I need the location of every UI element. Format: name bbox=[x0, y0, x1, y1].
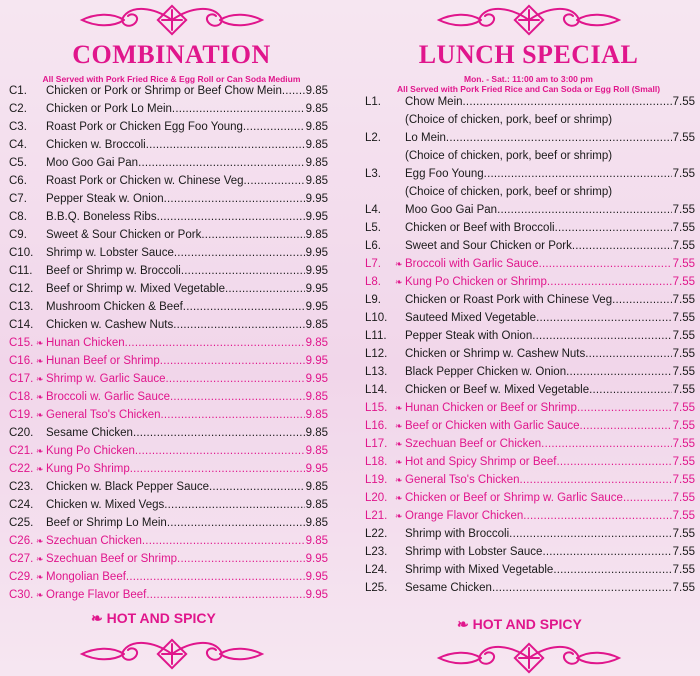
menu-item bbox=[365, 453, 695, 471]
menu-item bbox=[365, 255, 695, 273]
item-choice-note: (Choice of chicken, pork, beef or shrimp) bbox=[405, 150, 613, 162]
item-price: 9.95 bbox=[305, 373, 328, 385]
spacer bbox=[36, 226, 46, 244]
item-name: Kung Po Chicken or Shrimp ..... bbox=[405, 273, 672, 291]
lunch-list bbox=[365, 93, 695, 597]
item-name: Mushroom Chicken & Beef ..... bbox=[46, 298, 305, 316]
menu-item bbox=[9, 514, 328, 532]
menu-item bbox=[9, 478, 328, 496]
item-name: Mongolian Beef ..... bbox=[46, 568, 305, 586]
item-code: C26. bbox=[9, 535, 34, 547]
item-name: Szechuan Beef or Shrimp ..... bbox=[46, 550, 305, 568]
menu-item bbox=[9, 298, 328, 316]
menu-item bbox=[365, 543, 695, 561]
menu-item bbox=[365, 291, 695, 309]
item-price: 9.95 bbox=[305, 193, 328, 205]
item-price: 7.55 bbox=[672, 402, 695, 414]
item-code: L4. bbox=[365, 204, 381, 216]
item-name: Pepper Steak w. Onion ..... bbox=[46, 190, 305, 208]
combination-list bbox=[9, 82, 328, 604]
item-price: 7.55 bbox=[672, 546, 695, 558]
spacer bbox=[36, 208, 46, 226]
item-price: 7.55 bbox=[672, 312, 695, 324]
item-code: C17. bbox=[9, 373, 34, 385]
ornament-bottom-icon bbox=[72, 636, 272, 672]
item-price: 7.55 bbox=[672, 492, 695, 504]
chili-icon: ❧ bbox=[36, 410, 44, 420]
item-code: L21. bbox=[365, 510, 388, 522]
item-name: Roast Pork or Chicken w. Chinese Veg ..... bbox=[46, 172, 305, 190]
item-price: 9.95 bbox=[305, 283, 328, 295]
item-code: L7. bbox=[365, 258, 381, 270]
spacer bbox=[36, 478, 46, 496]
item-price: 9.85 bbox=[305, 517, 328, 529]
item-price: 7.55 bbox=[672, 528, 695, 540]
spacer bbox=[395, 543, 405, 561]
item-price: 9.85 bbox=[305, 427, 328, 439]
menu-item bbox=[9, 118, 328, 136]
item-code: C7. bbox=[9, 193, 27, 205]
item-name: Roast Pork or Chicken Egg Foo Young ..... bbox=[46, 118, 305, 136]
item-name: Kung Po Shrimp ..... bbox=[46, 460, 305, 478]
chili-icon: ❧ bbox=[36, 464, 44, 474]
spacer bbox=[36, 514, 46, 532]
item-price: 7.55 bbox=[672, 222, 695, 234]
item-price: 9.85 bbox=[305, 103, 328, 115]
item-code: C9. bbox=[9, 229, 27, 241]
item-code: C6. bbox=[9, 175, 27, 187]
item-price: 9.95 bbox=[305, 463, 328, 475]
spacer bbox=[395, 291, 405, 309]
item-name: B.B.Q. Boneless Ribs ..... bbox=[46, 208, 305, 226]
item-name: Chicken or Pork Lo Mein ..... bbox=[46, 100, 305, 118]
item-name: Shrimp w. Garlic Sauce ..... bbox=[46, 370, 305, 388]
item-code: C24. bbox=[9, 499, 34, 511]
menu-item bbox=[365, 129, 695, 147]
spacer bbox=[36, 280, 46, 298]
spacer bbox=[395, 165, 405, 183]
menu-item bbox=[9, 550, 328, 568]
item-name: Chicken w. Broccoli ..... bbox=[46, 136, 305, 154]
item-name: Egg Foo Young ..... bbox=[405, 165, 672, 183]
spacer bbox=[395, 219, 405, 237]
item-price: 7.55 bbox=[672, 582, 695, 594]
menu-item bbox=[9, 424, 328, 442]
item-name: Chicken or Beef with Broccoli ..... bbox=[405, 219, 672, 237]
spacer bbox=[36, 316, 46, 334]
item-code: L18. bbox=[365, 456, 388, 468]
chili-icon: ❧ bbox=[395, 421, 403, 431]
item-choice-note: (Choice of chicken, pork, beef or shrimp) bbox=[405, 114, 613, 126]
combination-hot-label: ❧ HOT AND SPICY bbox=[91, 610, 216, 626]
item-name: Beef or Shrimp Lo Mein ..... bbox=[46, 514, 305, 532]
item-code: L2. bbox=[365, 132, 381, 144]
item-name: General Tso's Chicken ..... bbox=[46, 406, 305, 424]
item-name: Chicken w. Cashew Nuts ..... bbox=[46, 316, 305, 334]
item-price: 7.55 bbox=[672, 258, 695, 270]
spacer bbox=[36, 82, 46, 100]
item-name: Black Pepper Chicken w. Onion ..... bbox=[405, 363, 672, 381]
item-code: C27. bbox=[9, 553, 34, 565]
menu-item bbox=[9, 460, 328, 478]
item-price: 9.95 bbox=[305, 301, 328, 313]
menu-item bbox=[365, 507, 695, 525]
item-name: Szechuan Chicken ..... bbox=[46, 532, 305, 550]
menu-item bbox=[9, 172, 328, 190]
menu-item bbox=[9, 82, 328, 100]
spacer bbox=[36, 244, 46, 262]
chili-icon: ❧ bbox=[36, 554, 44, 564]
item-name: Shrimp w. Lobster Sauce ..... bbox=[46, 244, 305, 262]
chili-icon: ❧ bbox=[395, 511, 403, 521]
spacer bbox=[36, 262, 46, 280]
menu-item bbox=[9, 388, 328, 406]
item-code: C8. bbox=[9, 211, 27, 223]
spacer bbox=[395, 237, 405, 255]
menu-item bbox=[365, 93, 695, 111]
chili-icon: ❧ bbox=[36, 536, 44, 546]
item-code: L20. bbox=[365, 492, 388, 504]
chili-icon: ❧ bbox=[36, 374, 44, 384]
menu-item bbox=[9, 154, 328, 172]
spacer bbox=[395, 201, 405, 219]
item-code: L19. bbox=[365, 474, 388, 486]
item-code: L25. bbox=[365, 582, 388, 594]
chili-icon: ❧ bbox=[395, 457, 403, 467]
chili-icon: ❧ bbox=[395, 403, 403, 413]
spacer bbox=[395, 561, 405, 579]
item-code: L1. bbox=[365, 96, 381, 108]
spacer bbox=[36, 424, 46, 442]
item-code: C20. bbox=[9, 427, 34, 439]
item-price: 7.55 bbox=[672, 456, 695, 468]
menu-item bbox=[365, 525, 695, 543]
item-code: C13. bbox=[9, 301, 34, 313]
lunch-title: LUNCH SPECIAL bbox=[418, 40, 639, 69]
item-name: Shrimp with Lobster Sauce ..... bbox=[405, 543, 672, 561]
item-name: Chow Mein ..... bbox=[405, 93, 672, 111]
item-code: C16. bbox=[9, 355, 34, 367]
item-name: Orange Flavor Beef ..... bbox=[46, 586, 305, 604]
item-code: L24. bbox=[365, 564, 388, 576]
item-name: Chicken or Pork or Shrimp or Beef Chow Mein ..... bbox=[46, 82, 305, 100]
item-code: C15. bbox=[9, 337, 34, 349]
menu-item bbox=[365, 579, 695, 597]
menu-item bbox=[9, 568, 328, 586]
spacer bbox=[36, 298, 46, 316]
menu-item bbox=[365, 363, 695, 381]
menu-item bbox=[9, 334, 328, 352]
item-code: C25. bbox=[9, 517, 34, 529]
item-code: C22. bbox=[9, 463, 34, 475]
spacer bbox=[36, 172, 46, 190]
item-price: 7.55 bbox=[672, 168, 695, 180]
item-code: C29. bbox=[9, 571, 34, 583]
item-code: C18. bbox=[9, 391, 34, 403]
item-price: 7.55 bbox=[672, 330, 695, 342]
ornament-top-icon bbox=[72, 2, 272, 38]
item-price: 9.85 bbox=[305, 139, 328, 151]
item-name: General Tso's Chicken ..... bbox=[405, 471, 672, 489]
spacer bbox=[395, 579, 405, 597]
menu-item bbox=[365, 165, 695, 183]
menu-item bbox=[9, 244, 328, 262]
item-price: 7.55 bbox=[672, 438, 695, 450]
item-name: Shrimp with Broccoli ..... bbox=[405, 525, 672, 543]
item-code: L8. bbox=[365, 276, 381, 288]
item-code: L23. bbox=[365, 546, 388, 558]
spacer bbox=[395, 525, 405, 543]
item-name: Hot and Spicy Shrimp or Beef ..... bbox=[405, 453, 672, 471]
menu-item bbox=[9, 496, 328, 514]
item-name: Broccoli w. Garlic Sauce ..... bbox=[46, 388, 305, 406]
menu-item bbox=[365, 237, 695, 255]
spacer bbox=[395, 93, 405, 111]
item-price: 9.95 bbox=[305, 571, 328, 583]
item-price: 9.95 bbox=[305, 355, 328, 367]
menu-item bbox=[9, 442, 328, 460]
item-name: Hunan Beef or Shrimp ..... bbox=[46, 352, 305, 370]
item-price: 9.85 bbox=[305, 481, 328, 493]
item-name: Pepper Steak with Onion ..... bbox=[405, 327, 672, 345]
chili-icon: ❧ bbox=[91, 610, 107, 626]
item-price: 9.95 bbox=[305, 211, 328, 223]
spacer bbox=[395, 345, 405, 363]
item-price: 7.55 bbox=[672, 474, 695, 486]
combination-title: COMBINATION bbox=[72, 40, 271, 69]
chili-icon: ❧ bbox=[36, 590, 44, 600]
item-price: 9.85 bbox=[305, 319, 328, 331]
spacer bbox=[395, 363, 405, 381]
menu-item bbox=[365, 561, 695, 579]
item-name: Broccoli with Garlic Sauce ..... bbox=[405, 255, 672, 273]
chili-icon: ❧ bbox=[36, 446, 44, 456]
item-code: C14. bbox=[9, 319, 34, 331]
chili-icon: ❧ bbox=[36, 392, 44, 402]
item-name: Chicken or Beef or Shrimp w. Garlic Sauce ..... bbox=[405, 489, 672, 507]
menu-item bbox=[9, 208, 328, 226]
item-code: C10. bbox=[9, 247, 34, 259]
item-code: C5. bbox=[9, 157, 27, 169]
item-name: Moo Goo Gai Pan ..... bbox=[46, 154, 305, 172]
item-name: Orange Flavor Chicken ..... bbox=[405, 507, 672, 525]
menu-item bbox=[9, 280, 328, 298]
item-price: 9.95 bbox=[305, 265, 328, 277]
item-name: Chicken or Roast Pork with Chinese Veg ..... bbox=[405, 291, 672, 309]
item-price: 7.55 bbox=[672, 96, 695, 108]
item-name: Beef or Chicken with Garlic Sauce ..... bbox=[405, 417, 672, 435]
item-code: L11. bbox=[365, 330, 387, 342]
item-name: Shrimp with Mixed Vegetable ..... bbox=[405, 561, 672, 579]
item-price: 9.85 bbox=[305, 445, 328, 457]
item-code: C30. bbox=[9, 589, 34, 601]
item-price: 7.55 bbox=[672, 240, 695, 252]
menu-item bbox=[365, 417, 695, 435]
menu-item bbox=[9, 190, 328, 208]
item-code: C11. bbox=[9, 265, 33, 277]
item-price: 7.55 bbox=[672, 204, 695, 216]
item-price: 9.85 bbox=[305, 157, 328, 169]
item-price: 9.95 bbox=[305, 247, 328, 259]
item-code: C23. bbox=[9, 481, 34, 493]
item-code: L10. bbox=[365, 312, 388, 324]
menu-item bbox=[9, 532, 328, 550]
item-code: L9. bbox=[365, 294, 381, 306]
menu-item bbox=[365, 201, 695, 219]
item-code: L12. bbox=[365, 348, 388, 360]
spacer bbox=[395, 381, 405, 399]
menu-item bbox=[365, 435, 695, 453]
item-price: 9.95 bbox=[305, 589, 328, 601]
menu-item bbox=[9, 586, 328, 604]
combination-subtitle: All Served with Pork Fried Rice & Egg Roll or Can Soda Medium bbox=[42, 74, 301, 84]
spacer bbox=[36, 118, 46, 136]
spacer bbox=[395, 129, 405, 147]
spacer bbox=[395, 309, 405, 327]
chili-icon: ❧ bbox=[395, 439, 403, 449]
item-name: Chicken or Shrimp w. Cashew Nuts ..... bbox=[405, 345, 672, 363]
item-name: Chicken w. Black Pepper Sauce ..... bbox=[46, 478, 305, 496]
item-price: 9.85 bbox=[305, 535, 328, 547]
item-price: 9.85 bbox=[305, 175, 328, 187]
spacer bbox=[36, 100, 46, 118]
item-name: Sesame Chicken ..... bbox=[405, 579, 672, 597]
menu-item bbox=[365, 345, 695, 363]
item-name: Beef or Shrimp w. Mixed Vegetable ..... bbox=[46, 280, 305, 298]
menu-item bbox=[365, 381, 695, 399]
item-code: L17. bbox=[365, 438, 388, 450]
menu-item bbox=[365, 471, 695, 489]
item-code: C1. bbox=[9, 85, 27, 97]
item-price: 7.55 bbox=[672, 348, 695, 360]
chili-icon: ❧ bbox=[395, 493, 403, 503]
chili-icon: ❧ bbox=[457, 616, 473, 632]
chili-icon: ❧ bbox=[395, 277, 403, 287]
item-code: L6. bbox=[365, 240, 381, 252]
item-name: Chicken or Beef w. Mixed Vegetable ..... bbox=[405, 381, 672, 399]
item-name: Sweet & Sour Chicken or Pork ..... bbox=[46, 226, 305, 244]
item-name: Sweet and Sour Chicken or Pork ..... bbox=[405, 237, 672, 255]
item-code: L14. bbox=[365, 384, 388, 396]
item-code: C19. bbox=[9, 409, 34, 421]
item-price: 7.55 bbox=[672, 564, 695, 576]
item-name: Chicken w. Mixed Vegs ..... bbox=[46, 496, 305, 514]
item-code: L16. bbox=[365, 420, 388, 432]
item-price: 9.85 bbox=[305, 85, 328, 97]
chili-icon: ❧ bbox=[36, 338, 44, 348]
item-code: C3. bbox=[9, 121, 27, 133]
menu-item bbox=[365, 273, 695, 291]
item-price: 7.55 bbox=[672, 294, 695, 306]
item-price: 9.95 bbox=[305, 553, 328, 565]
item-code: C2. bbox=[9, 103, 27, 115]
menu-item bbox=[365, 219, 695, 237]
item-choice-note: (Choice of chicken, pork, beef or shrimp) bbox=[405, 186, 613, 198]
item-code: C4. bbox=[9, 139, 27, 151]
menu-item bbox=[365, 399, 695, 417]
item-name: Hunan Chicken ..... bbox=[46, 334, 305, 352]
item-name: Beef or Shrimp w. Broccoli ..... bbox=[46, 262, 305, 280]
item-price: 7.55 bbox=[672, 510, 695, 522]
menu-item bbox=[9, 316, 328, 334]
menu-item bbox=[365, 489, 695, 507]
item-name: Moo Goo Gai Pan ..... bbox=[405, 201, 672, 219]
item-price: 9.85 bbox=[305, 121, 328, 133]
menu-item bbox=[9, 136, 328, 154]
item-code: C21. bbox=[9, 445, 34, 457]
menu-item bbox=[365, 309, 695, 327]
lunch-hours: Mon. - Sat.: 11:00 am to 3:00 pm bbox=[464, 74, 593, 84]
item-price: 9.85 bbox=[305, 229, 328, 241]
menu-item bbox=[9, 370, 328, 388]
item-price: 9.85 bbox=[305, 391, 328, 403]
item-code: C12. bbox=[9, 283, 34, 295]
item-name: Lo Mein ..... bbox=[405, 129, 672, 147]
item-name: Sauteed Mixed Vegetable ..... bbox=[405, 309, 672, 327]
menu-item bbox=[9, 262, 328, 280]
spacer bbox=[36, 190, 46, 208]
item-code: L22. bbox=[365, 528, 388, 540]
menu-item bbox=[9, 226, 328, 244]
item-price: 7.55 bbox=[672, 384, 695, 396]
item-price: 7.55 bbox=[672, 276, 695, 288]
item-code: L5. bbox=[365, 222, 381, 234]
chili-icon: ❧ bbox=[395, 259, 403, 269]
chili-icon: ❧ bbox=[36, 356, 44, 366]
item-name: Hunan Chicken or Beef or Shrimp ..... bbox=[405, 399, 672, 417]
chili-icon: ❧ bbox=[36, 572, 44, 582]
item-name: Kung Po Chicken ..... bbox=[46, 442, 305, 460]
chili-icon: ❧ bbox=[395, 475, 403, 485]
item-price: 9.85 bbox=[305, 337, 328, 349]
item-price: 9.85 bbox=[305, 499, 328, 511]
item-price: 7.55 bbox=[672, 132, 695, 144]
spacer bbox=[395, 327, 405, 345]
item-code: L15. bbox=[365, 402, 388, 414]
spacer bbox=[36, 136, 46, 154]
menu-item bbox=[365, 327, 695, 345]
spacer bbox=[36, 496, 46, 514]
menu-item bbox=[9, 100, 328, 118]
menu-item bbox=[9, 352, 328, 370]
spacer bbox=[36, 154, 46, 172]
item-name: Sesame Chicken ..... bbox=[46, 424, 305, 442]
item-code: L13. bbox=[365, 366, 388, 378]
menu-item bbox=[9, 406, 328, 424]
item-price: 7.55 bbox=[672, 420, 695, 432]
lunch-subtitle: All Served with Pork Fried Rice and Can Soda or Egg Roll (Small) bbox=[396, 84, 661, 94]
item-name: Szechuan Beef or Chicken ..... bbox=[405, 435, 672, 453]
lunch-hot-label: ❧ HOT AND SPICY bbox=[457, 616, 582, 632]
ornament-top-icon bbox=[429, 2, 629, 38]
item-price: 9.85 bbox=[305, 409, 328, 421]
ornament-bottom-icon bbox=[429, 640, 629, 676]
item-price: 7.55 bbox=[672, 366, 695, 378]
item-code: L3. bbox=[365, 168, 381, 180]
